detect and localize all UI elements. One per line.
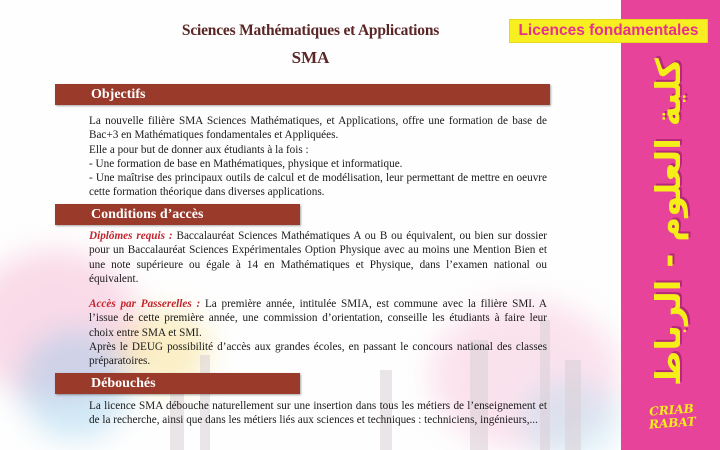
program-code: SMA (291, 48, 330, 67)
diplomes-text: Baccalauréat Sciences Mathématiques A ou B ou équivalent, ou bien sur dossier pour un Baccalauréat Sciences Expérimentales Option Physique avec au moins une Mention Bien et une note supérieure ou égale à 14 en Mathématiques et Physique, dans l’examen national ou équivalent. (89, 230, 548, 285)
objectifs-body (89, 114, 547, 200)
passerelles-label: Accès par Passerelles : (89, 298, 201, 310)
section-heading-objectifs: Objectifs (55, 84, 550, 105)
faculty-name-vertical: كلية العلوم - الرباط (649, 58, 690, 386)
objectifs-line: La nouvelle filière SMA Sciences Mathématiques, et Applications, offre une formation de base de Bac+3 en Mathématiques fondamentales et Appliquées. (89, 115, 547, 142)
objectifs-line: Elle a pour but de donner aux étudiants à la fois : (89, 143, 309, 156)
signature-logo: CRIAB RABAT (648, 401, 697, 432)
skyline-building (565, 360, 581, 450)
debouches-text: La licence SMA débouche naturellement sur une insertion dans tous les métiers de l’enseignement et de la recherche, ainsi que dans les métiers liés aux sciences et techniques : techniciens, ingénieurs,... (89, 400, 547, 427)
debouches-body (89, 399, 547, 428)
diplomes-label: Diplômes requis : (89, 230, 173, 242)
conditions-diplomes (89, 229, 547, 286)
section-heading-conditions: Conditions d’accès (55, 204, 300, 225)
objectifs-line: - Une formation de base en Mathématiques, physique et informatique. (89, 157, 403, 170)
conditions-passerelles (89, 297, 547, 368)
passerelles-text: La première année, intitulée SMIA, est commune avec la filière SMI. A l’issue de cette première année, une commission d’orientation, conseille les étudiants à faire leur choix entre SMA et SMI. (89, 298, 547, 339)
category-badge: Licences fondamentales (510, 20, 707, 42)
section-heading-debouches: Débouchés (55, 373, 300, 394)
objectifs-line: - Une maîtrise des principaux outils de calcul et de modélisation, leur permettant de mettre en oeuvre cette formation théorique dans diverses applications. (89, 172, 547, 199)
deug-text: Après le DEUG possibilité d’accès aux grandes écoles, en passant le concours national des classes préparatoires. (89, 340, 547, 368)
page-title: Sciences Mathématiques et Applications (181, 22, 440, 39)
